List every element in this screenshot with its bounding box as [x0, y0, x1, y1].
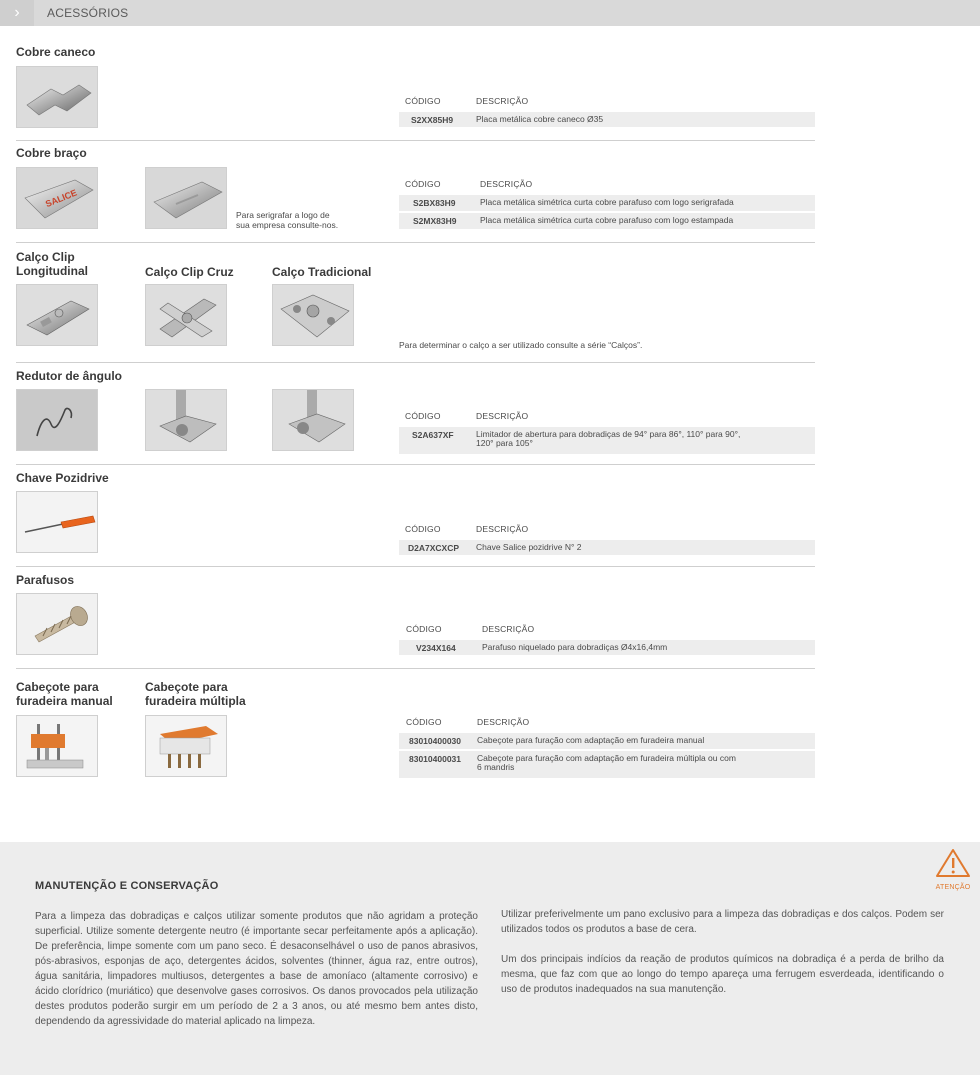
table-row [399, 540, 815, 555]
column-header-code: CÓDIGO [406, 717, 442, 727]
parafusos-image [16, 593, 98, 655]
description-line: Cabeçote para furação com adaptação em furadeira múltipla ou com [477, 753, 736, 763]
column-header-description: DESCRIÇÃO [480, 179, 533, 189]
redutor-angulo-image-2 [145, 389, 227, 451]
column-header-code: CÓDIGO [405, 411, 441, 421]
chevron-right-icon[interactable]: › [0, 0, 34, 26]
maintenance-section [0, 842, 980, 1075]
product-code: S2XX85H9 [411, 115, 454, 125]
product-description: Placa metálica cobre caneco Ø35 [476, 114, 604, 124]
section-header-bar [0, 0, 980, 26]
description-line: 120° para 105° [476, 438, 533, 448]
product-description: Parafuso niquelado para dobradiças Ø4x16,4mm [482, 642, 668, 652]
product-description: Placa metálica simétrica curta cobre parafuso com logo estampada [480, 215, 734, 225]
calco-clip-cruz-image [145, 284, 227, 346]
cabecote-multipla-title [145, 680, 246, 708]
cobre-caneco-title: Cobre caneco [16, 45, 96, 59]
calco-clip-longitudinal-title [16, 250, 88, 278]
cabecote-manual-title [16, 680, 113, 708]
product-code: S2A637XF [412, 430, 454, 440]
table-row [399, 733, 815, 749]
table-row [399, 213, 815, 229]
section-divider [16, 140, 815, 141]
product-description [477, 754, 736, 772]
product-code: 83010400030 [409, 736, 462, 746]
column-header-description: DESCRIÇÃO [476, 96, 529, 106]
redutor-angulo-image-1 [16, 389, 98, 451]
chave-pozidrive-image [16, 491, 98, 553]
description-line: 6 mandris [477, 762, 515, 772]
description-line: Cabeçote para furação com adaptação em furadeira manual [477, 735, 705, 745]
redutor-angulo-table [399, 410, 815, 456]
maintenance-title: MANUTENÇÃO E CONSERVAÇÃO [35, 880, 219, 892]
title-line: furadeira múltipla [145, 694, 246, 708]
title-line: Cabeçote para [16, 680, 99, 694]
calco-tradicional-image [272, 284, 354, 346]
product-code: 83010400031 [409, 754, 462, 764]
maintenance-right-column [501, 907, 944, 1012]
salice-logo-text: SALICE [44, 187, 79, 210]
section-divider [16, 668, 815, 669]
parafusos-table [399, 623, 815, 658]
product-description: Placa metálica simétrica curta cobre parafuso com logo serigrafada [480, 197, 734, 207]
cobre-braco-estampada-image [145, 167, 227, 229]
maintenance-paragraph: Para a limpeza das dobradiças e calços utilizar somente produtos que não agridam a proteção superficial. Utilize somente detergente neutro (é importante secar perfeitamente após a aplicação). De preferência, limpe somente com um pano seco. É desaconselhável o uso de panos abrasivos, pós-abrasivos, esponjas de aço, detergentes ácidos, solventes (thinner, água raz, entre outros), água sanitária, limpadores multiusos, detergentes a base de amoníaco (altamente corrosivo) e ácido clorídrico (muriático) que desenvolve gases corrosivos. Os danos provocados pela utilização destes produtos poderão surgir em um período de 2 a 3 anos, ou até mesmo bem antes disto, dependendo da agressividade do material aplicado na limpeza. [35, 911, 478, 1027]
title-line: Calço Clip [16, 250, 75, 264]
column-header-description: DESCRIÇÃO [477, 717, 530, 727]
warning-badge [931, 848, 975, 891]
table-row [399, 427, 815, 454]
title-line: Longitudinal [16, 264, 88, 278]
product-description: Chave Salice pozidrive N° 2 [476, 542, 582, 552]
column-header-code: CÓDIGO [405, 96, 441, 106]
column-header-code: CÓDIGO [406, 624, 442, 634]
maintenance-left-column [35, 909, 478, 1044]
column-header-description: DESCRIÇÃO [476, 411, 529, 421]
calco-tradicional-title: Calço Tradicional [272, 265, 372, 279]
product-code: S2BX83H9 [413, 198, 456, 208]
section-divider [16, 464, 815, 465]
description-line: Limitador de abertura para dobradiças de 94° para 86°, 110° para 90°, [476, 429, 741, 439]
warning-label: ATENÇÃO [935, 884, 971, 891]
calco-clip-cruz-title: Calço Clip Cruz [145, 265, 234, 279]
cobre-caneco-table [399, 95, 815, 130]
table-row [399, 640, 815, 655]
warning-triangle-icon [935, 848, 971, 878]
section-divider [16, 242, 815, 243]
column-header-description: DESCRIÇÃO [482, 624, 535, 634]
chave-pozidrive-table [399, 523, 815, 558]
redutor-angulo-image-3 [272, 389, 354, 451]
cabecote-manual-image [16, 715, 98, 777]
cobre-braco-serigrafada-image [16, 167, 98, 229]
parafusos-title: Parafusos [16, 573, 75, 587]
cabecote-multipla-image [145, 715, 227, 777]
section-title: ACESSÓRIOS [47, 6, 129, 20]
product-code: S2MX83H9 [413, 216, 457, 226]
column-header-description: DESCRIÇÃO [476, 524, 529, 534]
title-line: furadeira manual [16, 694, 113, 708]
redutor-angulo-title: Redutor de ângulo [16, 369, 122, 383]
cobre-braco-title: Cobre braço [16, 146, 87, 160]
table-row [399, 195, 815, 211]
section-divider [16, 566, 815, 567]
product-description [477, 736, 704, 745]
title-line: Cabeçote para [145, 680, 228, 694]
column-header-code: CÓDIGO [405, 179, 441, 189]
cobre-caneco-image [16, 66, 98, 128]
product-code: D2A7XCXCP [408, 543, 460, 553]
cobre-braco-note [236, 210, 338, 230]
cobre-braco-note-line: sua empresa consulte-nos. [236, 220, 339, 230]
table-row [399, 751, 815, 778]
column-header-code: CÓDIGO [405, 524, 441, 534]
maintenance-paragraph: Utilizar preferivelmente um pano exclusivo para a limpeza das dobradiças e dos calços. Podem ser utilizados todos os produtos a base de cera. [501, 909, 944, 935]
chave-pozidrive-title: Chave Pozidrive [16, 471, 109, 485]
product-code: V234X164 [416, 643, 456, 653]
cobre-braco-note-line: Para serigrafar a logo de [236, 210, 330, 220]
table-row [399, 112, 815, 127]
calco-clip-longitudinal-image [16, 284, 98, 346]
cobre-braco-table [399, 178, 815, 233]
section-divider [16, 362, 815, 363]
maintenance-paragraph: Um dos principais indícios da reação de produtos químicos na dobradiça é a perda de brilho da mesma, que faz com que ao longo do tempo apareça uma ferrugem esverdeada, identificando o uso de produtos inadequados na sua manutenção. [501, 954, 944, 995]
product-description [476, 430, 740, 448]
calco-note: Para determinar o calço a ser utilizado consulte a série “Calços”. [399, 340, 643, 350]
cabecote-table [399, 716, 815, 780]
